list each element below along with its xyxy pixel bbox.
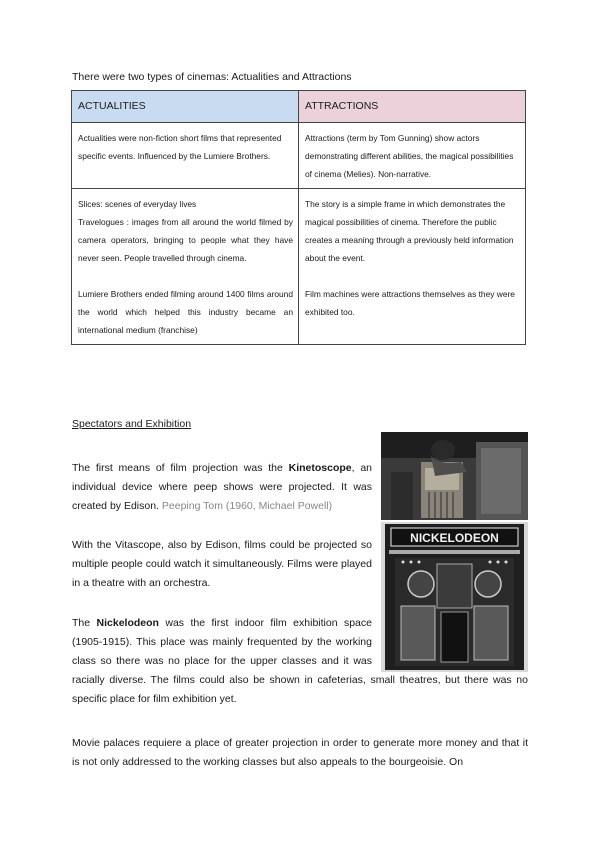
nickelodeon-paragraph: [72, 614, 528, 709]
header-attractions: ATTRACTIONS: [299, 91, 526, 123]
table-row: [72, 189, 526, 345]
actualities-details: [72, 189, 299, 345]
intro-text: There were two types of cinemas: Actualities and Attractions: [72, 71, 352, 83]
section-heading: Spectators and Exhibition: [72, 418, 192, 430]
text-run: was the first indoor film exhibition space (1905-1915). This place was mainly frequented by the working class so there was no place for the upper classes and it was racially diverse. The films could also be shown in cafeterias, small theatres, but there was no specific place for film exhibition yet.: [72, 617, 528, 705]
kinetoscope-term: Kinetoscope: [288, 462, 352, 474]
vitascope-paragraph: With the Vitascope, also by Edison, films could be projected so multiple people could watch it simultaneously. Films were played in a theatre with an orchestra.: [72, 539, 372, 589]
cell-text: Attractions (term by Tom Gunning) show actors demonstrating different abilities, the magical possibilities of cinema (Melies). Non-narrative.: [305, 133, 514, 179]
nickelodeon-sign: NICKELODEON: [410, 531, 499, 545]
attractions-definition: [299, 123, 526, 189]
travelogues-text: Travelogues : images from all around the world filmed by camera operators, bringing to people what they have never seen. People travelled through cinema.: [78, 217, 293, 263]
photo-wrap-spacer: [372, 614, 528, 671]
movie-palaces-paragraph: Movie palaces requiere a place of greater projection in order to generate more money and that it is not only addressed to the working classes but also appeals to the bourgeoisie. On: [72, 737, 528, 768]
text-run: , an individual device where peep shows were projected. It was created by Edison.: [72, 462, 372, 512]
kinetoscope-photo: [381, 432, 528, 520]
header-actualities: ACTUALITIES: [72, 91, 299, 123]
table-row: [72, 123, 526, 189]
cinema-types-table: [71, 90, 526, 345]
cell-text: Actualities were non-fiction short films that represented specific events. Influenced by the Lumiere Brothers.: [78, 133, 282, 161]
kinetoscope-paragraph: [72, 459, 372, 516]
text-run: The: [72, 617, 97, 629]
actualities-definition: [72, 123, 299, 189]
peeping-tom-reference: Peeping Tom (1960, Michael Powell): [161, 500, 333, 512]
film-machines-text: Film machines were attractions themselves as they were exhibited too.: [305, 289, 515, 317]
lumiere-text: Lumiere Brothers ended filming around 1400 films around the world which helped this industry became an international medium (franchise): [78, 289, 293, 335]
slices-text: Slices: scenes of everyday lives: [78, 199, 197, 209]
attractions-details: [299, 189, 526, 345]
nickelodeon-term: Nickelodeon: [96, 617, 159, 629]
table-header-row: [72, 91, 526, 123]
story-frame-text: The story is a simple frame in which demonstrates the magical possibilities of cinema. Therefore the public creates a meaning through a previously held information about the event.: [305, 199, 514, 263]
text-run: The first means of film projection was the: [72, 462, 289, 474]
